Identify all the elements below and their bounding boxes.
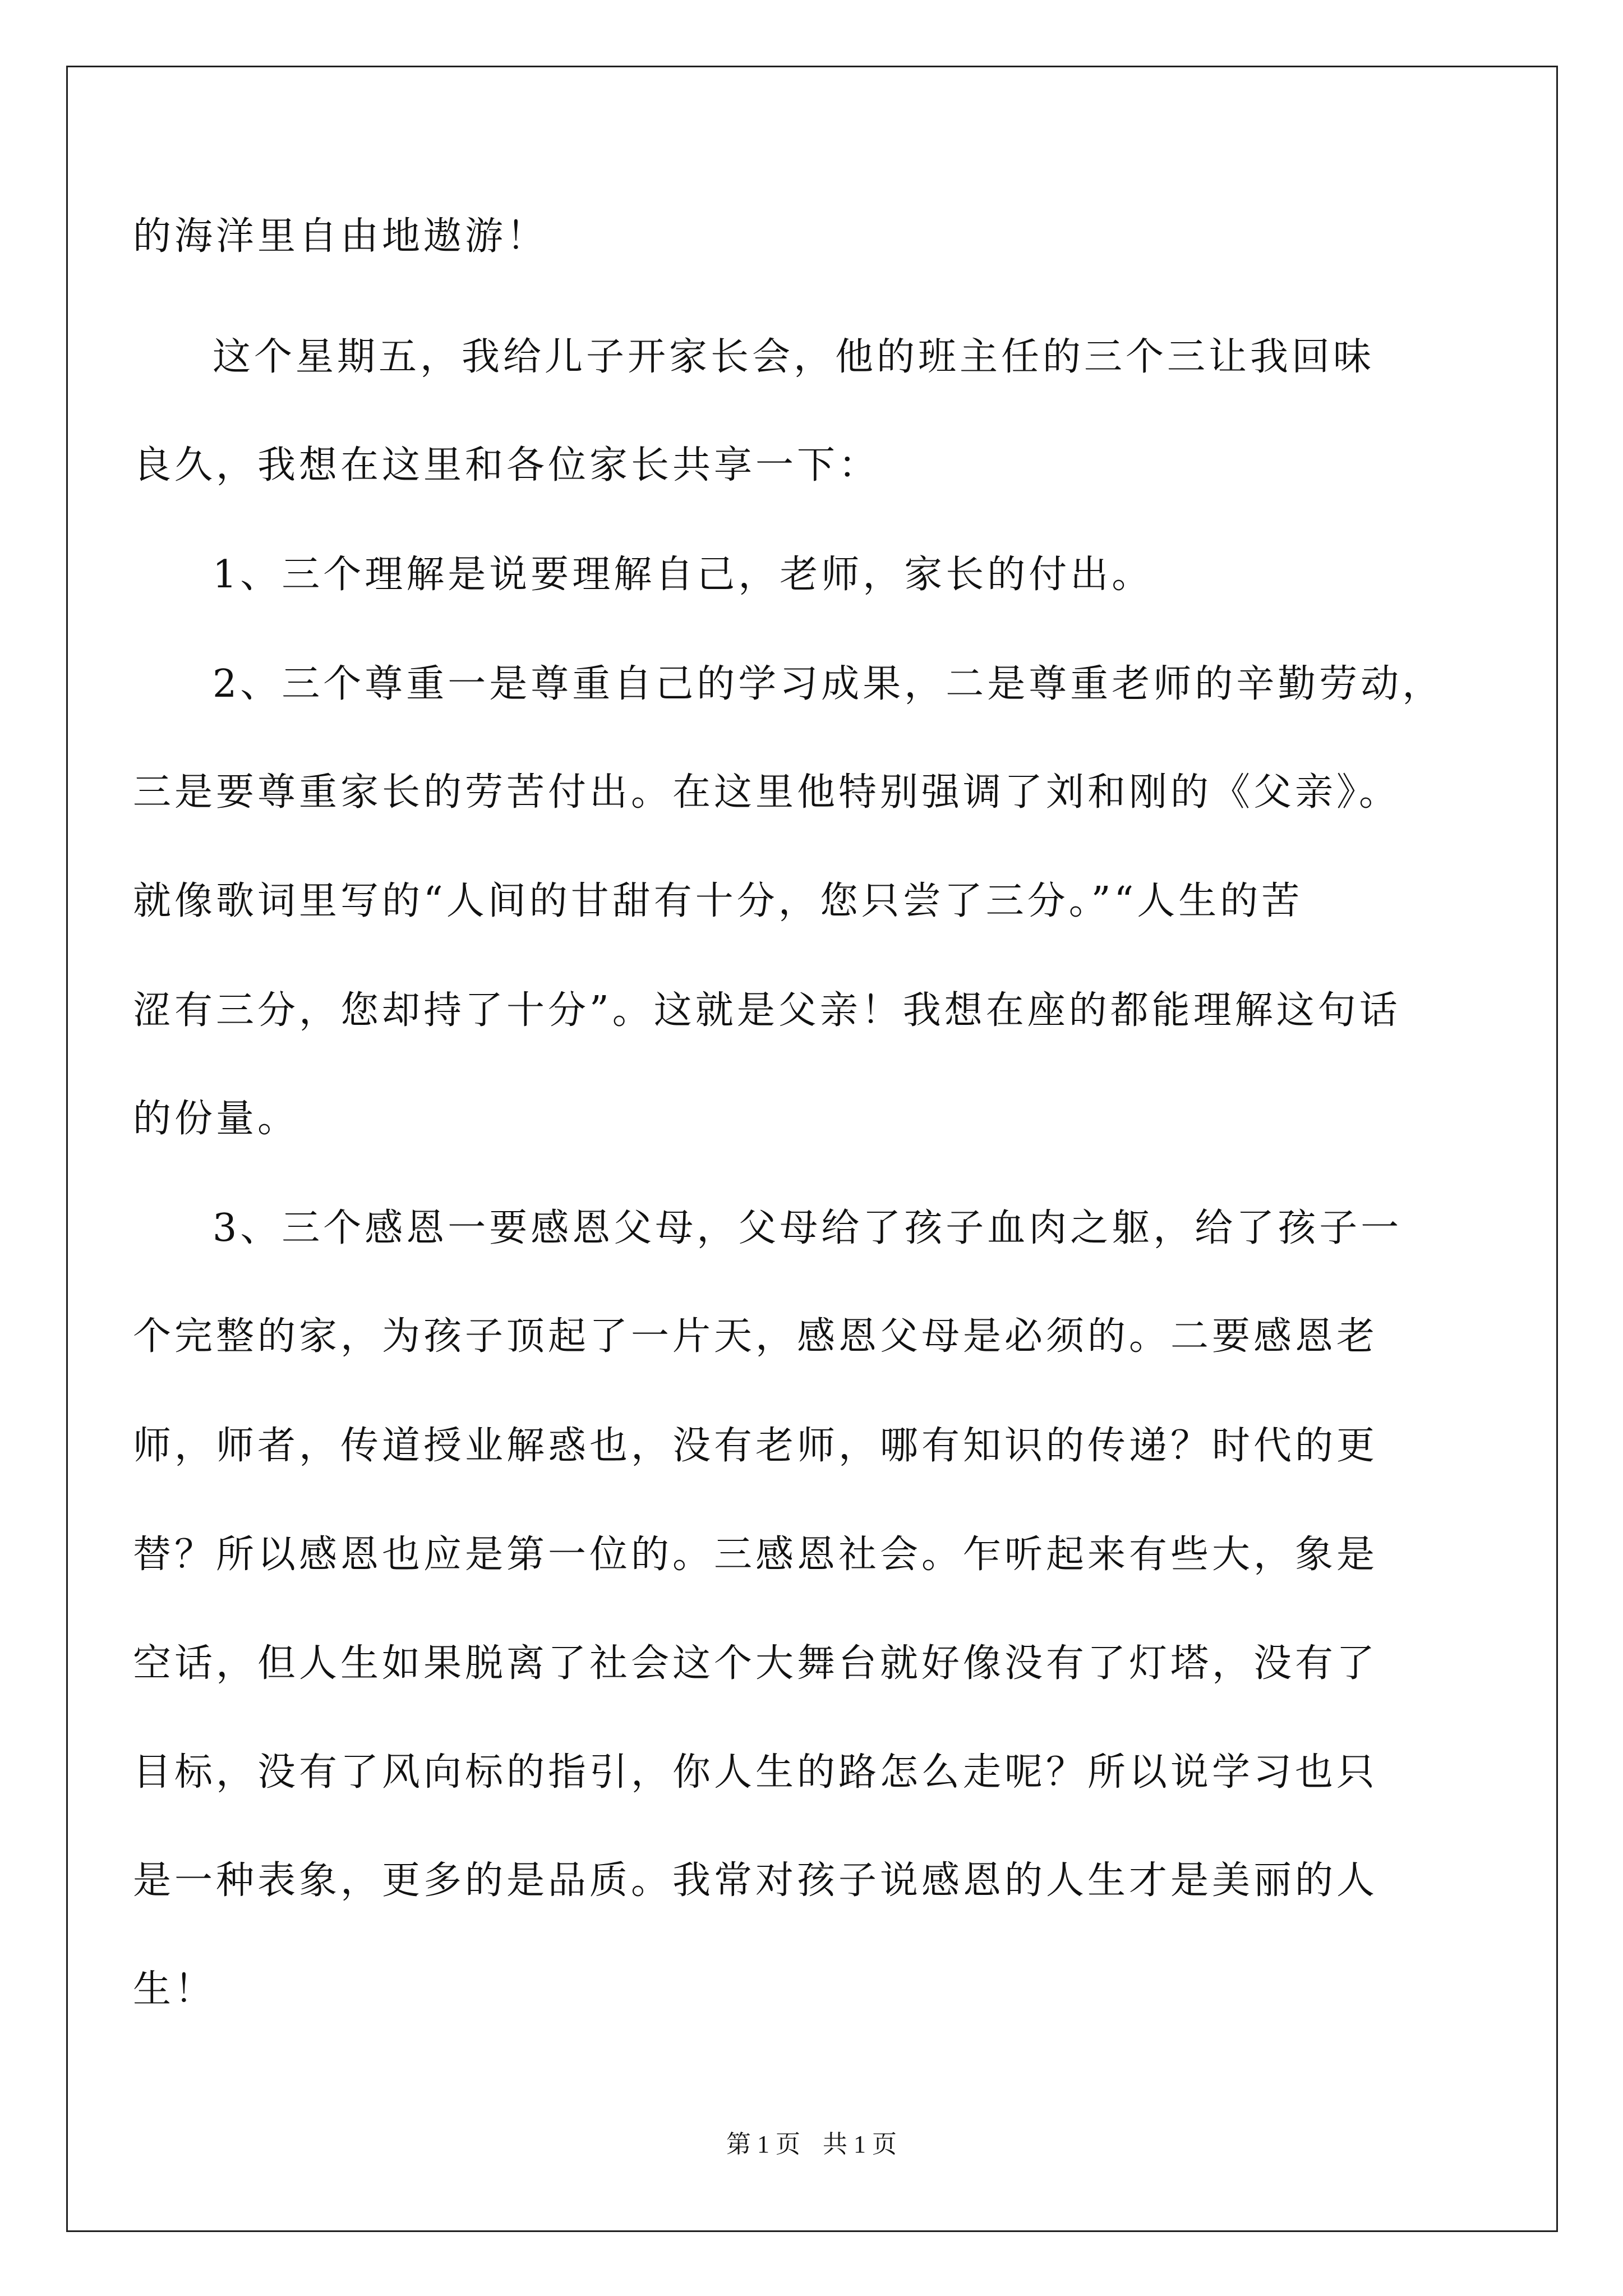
page-footer <box>0 2129 1623 2160</box>
text-line: 的份量。 <box>133 1097 299 1141</box>
text-line: 替？所以感恩也应是第一位的。三感恩社会。乍听起来有些大，象是 <box>133 1533 1378 1577</box>
page-border <box>66 66 1558 2232</box>
paragraph-first-line: 1、三个理解是说要理解自己，老师，家长的付出。 <box>213 553 1154 597</box>
text-line: 三是要尊重家长的劳苦付出。在这里他特别强调了刘和刚的《父亲》。 <box>133 770 1401 815</box>
text-line: 个完整的家，为孩子顶起了一片天，感恩父母是必须的。二要感恩老 <box>133 1314 1378 1359</box>
text-line: 良久，我想在这里和各位家长共享一下： <box>133 443 880 487</box>
text-line: 是一种表象，更多的是品质。我常对孩子说感恩的人生才是美丽的人 <box>133 1858 1378 1903</box>
paragraph-first-line: 3、三个感恩一要感恩父母，父母给了孩子血肉之躯，给了孩子一 <box>213 1206 1403 1250</box>
text-line: 师，师者，传道授业解惑也，没有老师，哪有知识的传递？时代的更 <box>133 1424 1378 1468</box>
text-line: 的海洋里自由地遨游！ <box>133 214 548 259</box>
text-line: 涩有三分，您却持了十分”。这就是父亲！我想在座的都能理解这句话 <box>133 988 1401 1033</box>
paragraph-first-line: 这个星期五，我给儿子开家长会，他的班主任的三个三让我回味 <box>213 335 1375 379</box>
text-line: 就像歌词里写的“人间的甘甜有十分，您只尝了三分。”“人生的苦 <box>133 879 1303 923</box>
text-line: 目标，没有了风向标的指引，你人生的路怎么走呢？所以说学习也只 <box>133 1750 1378 1795</box>
paragraph-first-line: 2、三个尊重一是尊重自己的学习成果，二是尊重老师的辛勤劳动， <box>213 662 1444 706</box>
text-line: 空话，但人生如果脱离了社会这个大舞台就好像没有了灯塔，没有了 <box>133 1641 1378 1686</box>
page-number-current: 第 1 页 <box>726 2131 800 2158</box>
page-number-total: 共 1 页 <box>823 2131 897 2158</box>
text-line: 生！ <box>133 1967 216 2012</box>
